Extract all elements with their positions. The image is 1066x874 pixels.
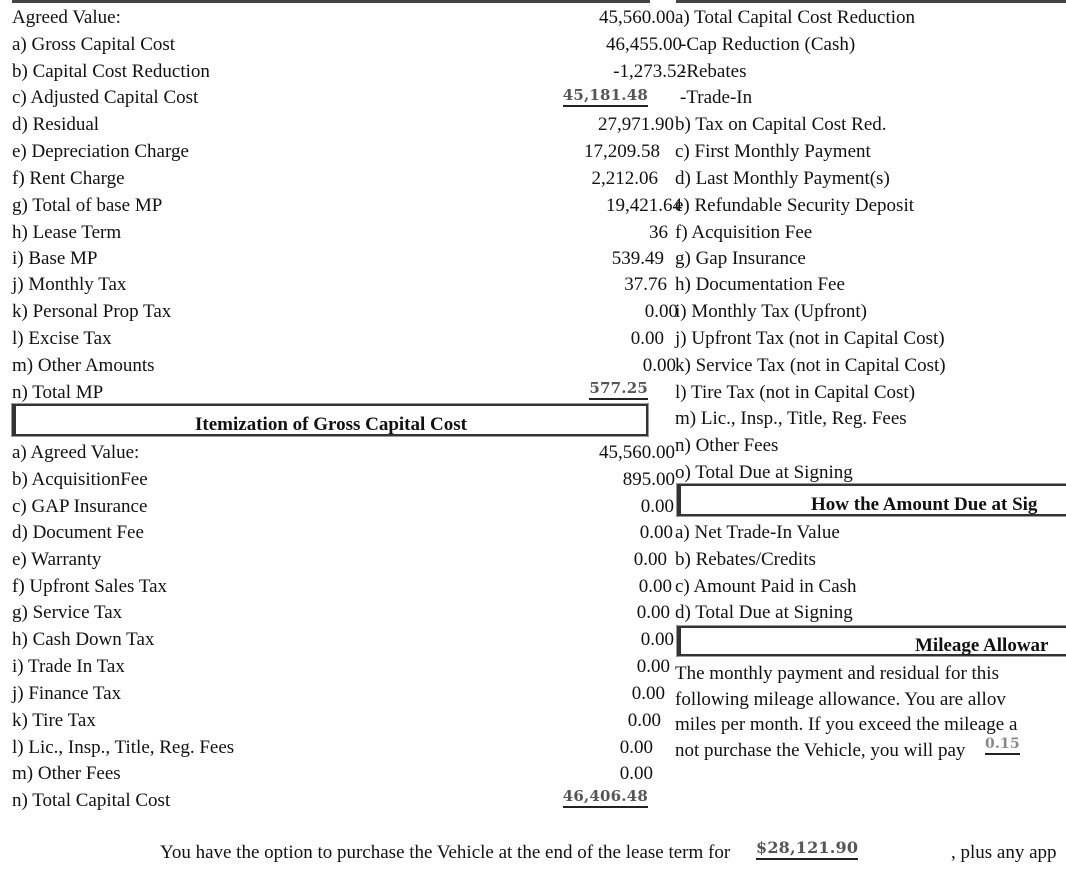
row-label: n) Total Capital Cost bbox=[12, 790, 171, 811]
row-value: 0.00 bbox=[627, 710, 661, 731]
row-label: k) Personal Prop Tax bbox=[12, 301, 172, 322]
row-value: 45,560.00 bbox=[599, 7, 675, 28]
row-label: l) Lic., Insp., Title, Reg. Fees bbox=[12, 737, 235, 758]
mileage-paragraph bbox=[675, 661, 1017, 763]
total-capital-cost-stamp: 46,406.48 bbox=[563, 787, 648, 808]
row-label: e) Refundable Security Deposit bbox=[675, 195, 915, 216]
row-value: 0.00 bbox=[630, 328, 664, 349]
row-label: e) Warranty bbox=[12, 549, 102, 570]
row-value: 27,971.90 bbox=[598, 114, 674, 135]
top-rule-left bbox=[12, 0, 650, 3]
row-label: c) Amount Paid in Cash bbox=[675, 576, 857, 597]
amount-due-title: How the Amount Due at Sig bbox=[811, 494, 1038, 515]
row-label: d) Residual bbox=[12, 114, 100, 135]
row-value: 0.00 bbox=[640, 629, 674, 650]
row-label: h) Documentation Fee bbox=[675, 274, 845, 295]
row-label: i) Monthly Tax (Upfront) bbox=[675, 301, 867, 322]
row-label: k) Tire Tax bbox=[12, 710, 96, 731]
mileage-header bbox=[677, 626, 1066, 656]
row-value: 0.00 bbox=[619, 763, 653, 784]
mileage-rate-stamp: 0.15 bbox=[985, 736, 1020, 755]
row-value: 45,560.00 bbox=[599, 442, 675, 463]
mileage-title: Mileage Allowar bbox=[915, 635, 1049, 656]
row-value: 0.00 bbox=[640, 496, 674, 517]
itemization-title: Itemization of Gross Capital Cost bbox=[195, 414, 467, 435]
row-value: 36 bbox=[649, 222, 668, 243]
row-label: Agreed Value: bbox=[12, 7, 121, 28]
row-label: d) Last Monthly Payment(s) bbox=[675, 168, 890, 189]
row-label: g) Total of base MP bbox=[12, 195, 163, 216]
row-label: n) Total MP bbox=[12, 382, 104, 403]
row-label: a) Agreed Value: bbox=[12, 442, 140, 463]
row-value: -1,273.52 bbox=[613, 61, 686, 82]
row-label: i) Base MP bbox=[12, 248, 98, 269]
row-label: m) Other Fees bbox=[12, 763, 121, 784]
row-value: 0.00 bbox=[619, 737, 653, 758]
row-label: -Trade-In bbox=[680, 87, 753, 108]
row-label: f) Upfront Sales Tax bbox=[12, 576, 168, 597]
row-label: b) AcquisitionFee bbox=[12, 469, 148, 490]
row-value: 0.00 bbox=[633, 549, 667, 570]
amount-due-header bbox=[677, 484, 1066, 516]
row-label: m) Lic., Insp., Title, Reg. Fees bbox=[675, 408, 907, 429]
row-label: j) Finance Tax bbox=[12, 683, 122, 704]
row-label: f) Acquisition Fee bbox=[675, 222, 813, 243]
row-value: 539.49 bbox=[611, 248, 664, 269]
row-value: 0.00 bbox=[642, 355, 676, 376]
mileage-line: miles per month. If you exceed the mileage a bbox=[675, 714, 1018, 735]
row-label: l) Tire Tax (not in Capital Cost) bbox=[675, 382, 916, 403]
row-label: j) Upfront Tax (not in Capital Cost) bbox=[675, 328, 945, 349]
row-label: l) Excise Tax bbox=[12, 328, 112, 349]
row-label: o) Total Due at Signing bbox=[675, 462, 853, 483]
row-value: 46,455.00 bbox=[606, 34, 682, 55]
row-value: 37.76 bbox=[624, 274, 667, 295]
row-value: 17,209.58 bbox=[584, 141, 660, 162]
row-value: 0.00 bbox=[644, 301, 678, 322]
row-label: a) Net Trade-In Value bbox=[675, 522, 840, 543]
row-label: -Cap Reduction (Cash) bbox=[680, 34, 856, 55]
row-label: h) Cash Down Tax bbox=[12, 629, 155, 650]
mileage-line: following mileage allowance. You are allov bbox=[675, 688, 1006, 710]
row-label: j) Monthly Tax bbox=[12, 274, 127, 295]
row-value: 0.00 bbox=[639, 522, 673, 543]
row-label: b) Tax on Capital Cost Red. bbox=[675, 114, 887, 135]
row-value: 895.00 bbox=[622, 469, 675, 490]
row-label: a) Gross Capital Cost bbox=[12, 34, 176, 55]
row-label: i) Trade In Tax bbox=[12, 656, 125, 677]
row-value: 0.00 bbox=[636, 656, 670, 677]
total-mp-stamp: 577.25 bbox=[589, 379, 648, 400]
row-value: 2,212.06 bbox=[591, 168, 658, 189]
row-label: b) Capital Cost Reduction bbox=[12, 61, 210, 82]
mileage-line: not purchase the Vehicle, you will pay bbox=[675, 739, 966, 761]
row-value: 0.00 bbox=[636, 602, 670, 623]
purchase-option-text: You have the option to purchase the Vehicle at the end of the lease term for bbox=[160, 842, 731, 863]
row-value: 0.00 bbox=[638, 576, 672, 597]
row-label: d) Document Fee bbox=[12, 522, 144, 543]
row-label: d) Total Due at Signing bbox=[675, 602, 853, 623]
row-label: e) Depreciation Charge bbox=[12, 141, 189, 162]
itemization-header bbox=[12, 404, 648, 436]
row-label: a) Total Capital Cost Reduction bbox=[675, 7, 916, 28]
row-label: g) Service Tax bbox=[12, 602, 123, 623]
purchase-amount-stamp: $28,121.90 bbox=[756, 838, 858, 860]
row-label: g) Gap Insurance bbox=[675, 248, 806, 269]
row-label: c) Adjusted Capital Cost bbox=[12, 87, 199, 108]
adjusted-capital-cost-stamp: 45,181.48 bbox=[563, 86, 648, 107]
top-rule-right bbox=[676, 0, 1066, 3]
row-label: n) Other Fees bbox=[675, 435, 779, 456]
row-value: 19,421.64 bbox=[606, 195, 682, 216]
row-label: c) First Monthly Payment bbox=[675, 141, 871, 162]
row-label: k) Service Tax (not in Capital Cost) bbox=[675, 355, 946, 376]
row-value: 0.00 bbox=[631, 683, 665, 704]
row-label: m) Other Amounts bbox=[12, 355, 155, 376]
row-label: f) Rent Charge bbox=[12, 168, 125, 189]
row-label: -Rebates bbox=[680, 61, 747, 82]
purchase-option-text-after: , plus any app bbox=[951, 842, 1057, 863]
row-label: b) Rebates/Credits bbox=[675, 549, 816, 570]
row-label: c) GAP Insurance bbox=[12, 496, 148, 517]
mileage-line: The monthly payment and residual for this bbox=[675, 663, 999, 684]
row-label: h) Lease Term bbox=[12, 222, 122, 243]
